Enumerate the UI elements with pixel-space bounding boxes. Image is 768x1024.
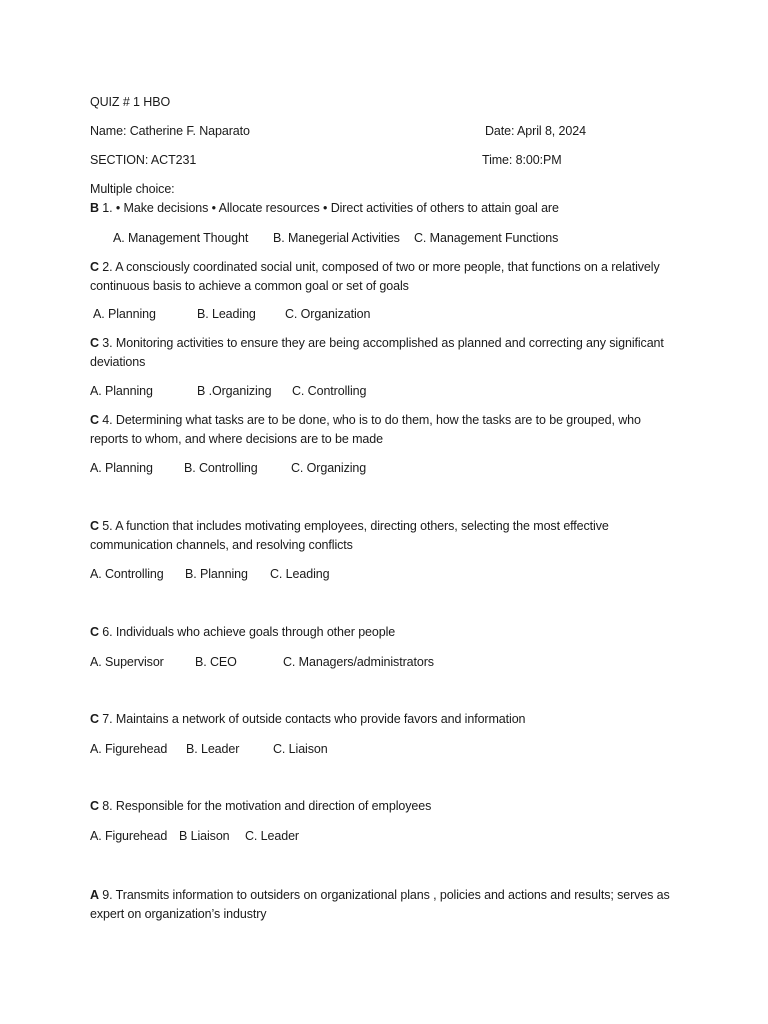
answer-letter: C xyxy=(90,712,99,726)
options-5 xyxy=(90,565,690,584)
question-text: 7. Maintains a network of outside contacts who provide favors and information xyxy=(98,712,526,726)
instructions: Multiple choice: xyxy=(90,182,175,196)
question-7 xyxy=(90,710,680,729)
answer-letter: C xyxy=(90,625,99,639)
answer-letter: C xyxy=(90,260,99,274)
option-c: C. Management Functions xyxy=(414,231,559,245)
option-a: A. Figurehead xyxy=(90,829,168,843)
options-4 xyxy=(90,459,690,478)
question-text: 4. Determining what tasks are to be done, who is to do them, how the tasks are to be grouped, who reports to whom, and where decisions are to be made xyxy=(90,413,641,446)
question-9 xyxy=(90,886,680,924)
option-c: C. Managers/administrators xyxy=(283,655,434,669)
question-2 xyxy=(90,258,680,296)
question-text: 5. A function that includes motivating employees, directing others, selecting the most effective communication channels, and resolving conflicts xyxy=(90,519,609,552)
question-3 xyxy=(90,334,680,372)
answer-letter: C xyxy=(90,799,99,813)
option-a: A. Supervisor xyxy=(90,655,164,669)
student-name: Name: Catherine F. Naparato xyxy=(90,124,250,138)
options-8 xyxy=(90,827,690,846)
question-text: 8. Responsible for the motivation and direction of employees xyxy=(98,799,432,813)
question-8 xyxy=(90,797,680,816)
options-7 xyxy=(90,740,690,759)
option-b: B. Leading xyxy=(197,307,256,321)
question-4 xyxy=(90,411,680,449)
question-text: 1. • Make decisions • Allocate resources • Direct activities of others to attain goal are xyxy=(98,201,559,215)
option-a: A. Management Thought xyxy=(113,231,249,245)
question-1 xyxy=(90,199,680,218)
answer-letter: C xyxy=(90,336,99,350)
option-c: C. Controlling xyxy=(292,384,367,398)
options-6 xyxy=(90,653,690,672)
question-text: 6. Individuals who achieve goals through other people xyxy=(98,625,396,639)
option-b: B. Manegerial Activities xyxy=(273,231,400,245)
option-b: B Liaison xyxy=(179,829,230,843)
answer-letter: A xyxy=(90,888,99,902)
options-2 xyxy=(90,305,690,324)
section-label: SECTION: ACT231 xyxy=(90,153,197,167)
option-c: C. Leading xyxy=(270,567,330,581)
answer-letter: C xyxy=(90,413,99,427)
options-3 xyxy=(90,382,690,401)
option-a: A. Planning xyxy=(90,384,153,398)
quiz-time: Time: 8:00:PM xyxy=(482,153,562,167)
answer-letter: B xyxy=(90,201,99,215)
option-a: A. Planning xyxy=(90,461,153,475)
question-text: 9. Transmits information to outsiders on organizational plans , policies and actions and results; serves as expert on organization’s industry xyxy=(90,888,670,921)
option-c: C. Leader xyxy=(245,829,299,843)
answer-letter: C xyxy=(90,519,99,533)
option-c: C. Liaison xyxy=(273,742,328,756)
option-c: C. Organizing xyxy=(291,461,367,475)
quiz-date: Date: April 8, 2024 xyxy=(485,124,586,138)
option-b: B. Controlling xyxy=(184,461,258,475)
option-b: B .Organizing xyxy=(197,384,272,398)
option-b: B. Planning xyxy=(185,567,248,581)
options-1 xyxy=(90,229,690,248)
question-text: 2. A consciously coordinated social unit, composed of two or more people, that functions on a relatively continuous basis to achieve a common goal or set of goals xyxy=(90,260,660,293)
option-b: B. CEO xyxy=(195,655,237,669)
option-a: A. Controlling xyxy=(90,567,164,581)
quiz-title: QUIZ # 1 HBO xyxy=(90,95,171,109)
option-a: A. Planning xyxy=(93,307,156,321)
option-c: C. Organization xyxy=(285,307,371,321)
question-5 xyxy=(90,517,680,555)
option-b: B. Leader xyxy=(186,742,240,756)
question-text: 3. Monitoring activities to ensure they are being accomplished as planned and correcting any significant deviations xyxy=(90,336,664,369)
option-a: A. Figurehead xyxy=(90,742,168,756)
question-6 xyxy=(90,623,680,642)
